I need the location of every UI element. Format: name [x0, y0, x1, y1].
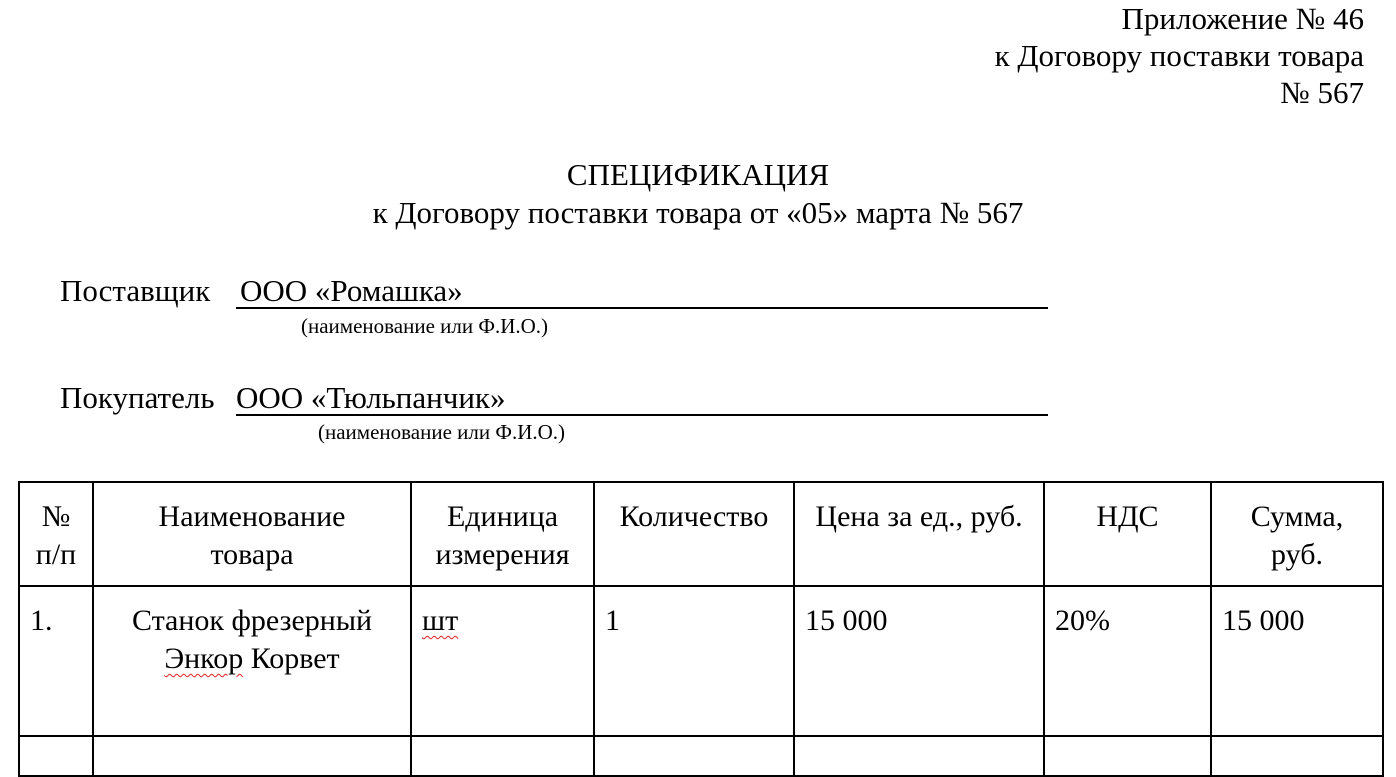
header-unit — [411, 482, 594, 586]
header-vat — [1044, 482, 1211, 586]
header-sum-line2: руб. — [1271, 538, 1323, 571]
cell-name-line1: Станок фрезерный — [131, 604, 373, 637]
supplier-hint: (наименование или Ф.И.О.) — [301, 314, 549, 338]
buyer-field — [60, 380, 506, 416]
appendix-contract-ref: к Договору поставки товара — [994, 38, 1364, 73]
table-row-empty — [19, 736, 1383, 776]
cell-empty — [1044, 736, 1211, 776]
supplier-value-line — [236, 273, 1048, 309]
supplier-label: Поставщик — [60, 273, 211, 308]
header-qty — [594, 482, 794, 586]
cell-name-line2 — [94, 640, 410, 678]
buyer-hint: (наименование или Ф.И.О.) — [318, 420, 566, 444]
header-sum — [1211, 482, 1383, 586]
cell-name — [93, 586, 411, 736]
document-title — [0, 156, 1396, 232]
table-row — [19, 586, 1383, 736]
header-num-line2: п/п — [35, 538, 77, 571]
header-vat-label: НДС — [1096, 500, 1159, 533]
cell-empty — [794, 736, 1044, 776]
header-num-line1: № — [41, 500, 71, 533]
header-price-label: Цена за ед., руб. — [815, 500, 1023, 533]
cell-empty — [594, 736, 794, 776]
table-header-row — [19, 482, 1383, 586]
cell-name-rest: Корвет — [243, 642, 340, 675]
header-name — [93, 482, 411, 586]
cell-unit — [411, 586, 594, 736]
header-num — [19, 482, 93, 586]
header-qty-label: Количество — [619, 500, 769, 533]
buyer-value-line — [236, 380, 1048, 416]
cell-sum: 15 000 — [1211, 586, 1383, 736]
cell-empty — [1211, 736, 1383, 776]
cell-empty — [411, 736, 594, 776]
specification-table — [18, 481, 1384, 777]
buyer-value: ООО «Тюльпанчик» — [236, 380, 506, 415]
appendix-number: Приложение № 46 — [1121, 1, 1364, 36]
header-sum-line1: Сумма, — [1250, 500, 1344, 533]
supplier-value: ООО «Ромашка» — [240, 273, 463, 308]
title-heading: СПЕЦИФИКАЦИЯ — [566, 157, 830, 192]
header-unit-line2: измерения — [435, 538, 570, 571]
cell-qty: 1 — [594, 586, 794, 736]
cell-name-spell-mark: Энкор — [164, 642, 244, 675]
cell-vat: 20% — [1044, 586, 1211, 736]
cell-unit-value: шт — [422, 604, 459, 637]
cell-empty — [19, 736, 93, 776]
cell-empty — [93, 736, 411, 776]
header-price — [794, 482, 1044, 586]
title-subheading: к Договору поставки товара от «05» марта № 567 — [372, 195, 1024, 230]
buyer-label: Покупатель — [60, 380, 215, 415]
cell-price: 15 000 — [794, 586, 1044, 736]
cell-num: 1. — [19, 586, 93, 736]
header-name-line1: Наименование — [158, 500, 346, 533]
header-name-line2: товара — [210, 538, 294, 571]
appendix-contract-number: № 567 — [1280, 75, 1364, 110]
header-unit-line1: Единица — [446, 500, 559, 533]
supplier-field — [60, 273, 463, 309]
appendix-header — [995, 0, 1364, 111]
